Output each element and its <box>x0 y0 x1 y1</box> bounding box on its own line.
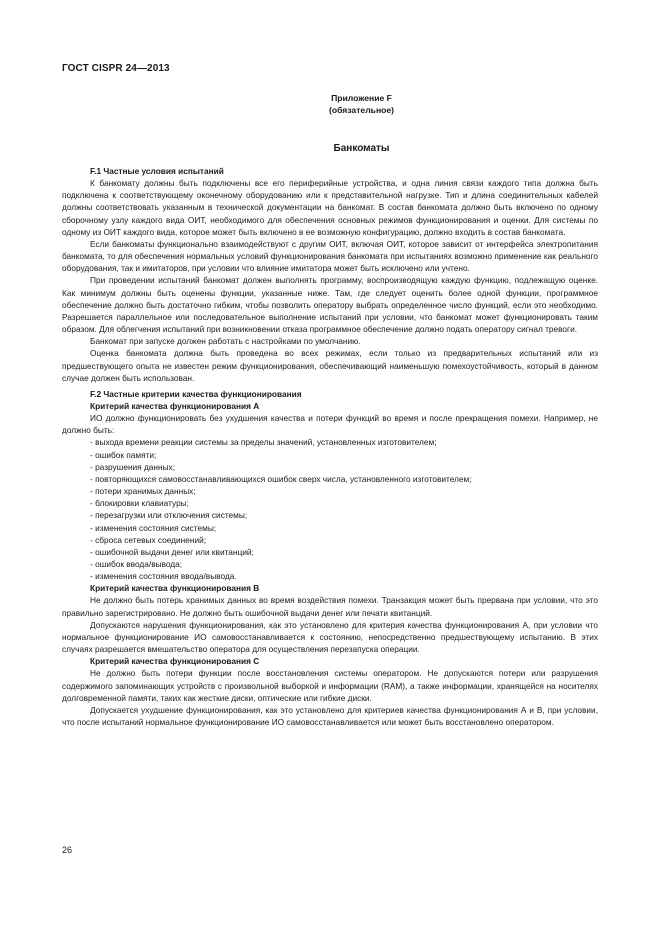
paragraph: Банкомат при запуске должен работать с настройками по умолчанию. <box>90 336 361 347</box>
page-number: 26 <box>62 845 73 855</box>
paragraph: Оценка банкомата должна быть проведена во всех режимах, если только из предварительных испытаний или из предшествующего опыта не известен режим функционирования, обеспечивающий наименьшую помехоустойчивость, который в данном случае должен быть использован. <box>62 348 598 383</box>
list-item: - блокировки клавиатуры; <box>90 498 189 509</box>
list-item: - изменения состояния ввода/вывода. <box>90 571 237 582</box>
section-heading-f1: F.1 Частные условия испытаний <box>90 166 224 176</box>
list-item: - сброса сетевых соединений; <box>90 534 207 545</box>
list-item: - повторяющихся самовосстанавливающихся ошибок сверх числа, установленного изготовителем; <box>90 473 472 484</box>
list-item: - выхода времени реакции системы за пределы значений, установленных изготовителем; <box>90 437 437 448</box>
list-item: - ошибок ввода/вывода; <box>90 559 183 569</box>
annex-header <box>62 92 661 116</box>
criterion-a-heading: Критерий качества функционирования А <box>90 400 260 411</box>
paragraph: Допускаются нарушения функционирования, как это установлено для критерия качества функционирования А, при условии что нормальное функционирование ИО самовосстанавливается к состоянию, непосредственно предшествующему испытанию. В этих случаях разрешается вмешательство оператора для осуществления перезапуска операции. <box>62 619 598 655</box>
annex-title: Банкоматы <box>333 143 390 154</box>
criterion-c-heading: Критерий качества функционирования С <box>90 656 260 667</box>
list-item: - разрушения данных; <box>90 461 175 472</box>
paragraph: ИО должно функционировать без ухудшения качества и потери функций во время и после прекращения помехи. Например, не должно быть: <box>62 413 598 436</box>
criterion-b-heading: Критерий качества функционирования В <box>90 583 260 594</box>
paragraph: Если банкоматы функционально взаимодействуют с другим ОИТ, включая ОИТ, которое зависит от интерфейса электропитания банкомата, то для обеспечения нормальных условий функционирования банкомата при испытаниях возможно применение как реального оборудования, так и имитаторов, при условии что влияние имитатора может быть исключено или учтено. <box>62 238 598 274</box>
annex-status: (обязательное) <box>328 105 395 115</box>
paragraph: К банкомату должны быть подключены все его периферийные устройства, и одна линия связи каждого типа должна быть подключена к соответствующему оконечному оборудованию или к представительной нагрузке. Тип и длина соединительных кабелей должны соответствовать указанным в технической документации на банкомат. В состав банкомата должно быть включено по одному сборочному узлу каждого вида ОИТ, необходимого для обеспечения основных режимов функционирования и оценки. Для системы по одному из ОИТ каждого вида, которое может быть включено в ее возможную конфигурацию, должно входить в состав банкомата. <box>62 178 598 237</box>
section-heading-f2: F.2 Частные критерии качества функционирования <box>90 388 302 399</box>
list-item: - изменения состояния системы; <box>90 522 217 533</box>
annex-label: Приложение F <box>331 93 392 103</box>
document-body <box>62 165 598 728</box>
paragraph: Не должно быть потери функции после восстановления системы оператором. Не допускаются потери или разрушения содержимого запоминающих устройств с произвольной выборкой и информации (RAM), а также информации, хранящейся на носителях долговременной памяти, таких как жесткие диски, оптические или гибкие диски. <box>62 668 598 703</box>
list-item: - перезагрузки или отключения системы; <box>90 510 248 521</box>
list-item: - ошибочной выдачи денег или квитанций; <box>90 546 254 557</box>
document-code: ГОСТ CISPR 24—2013 <box>62 63 170 74</box>
paragraph: Допускается ухудшение функционирования, как это установлено для критериев качества функционирования А и В, при условии, что после испытаний нормальное функционирование ИО самовосстанавливается или может быть восстановлено оператором. <box>62 704 598 728</box>
list-item: - ошибок памяти; <box>90 449 157 460</box>
list-item: - потери хранимых данных; <box>90 486 196 497</box>
paragraph: Не должно быть потерь хранимых данных во время воздействия помехи. Транзакция может быть прервана при условии, что это правильно зарегистрировано. Не должно быть ошибочной выдачи денег или печати квитанций. <box>62 595 598 618</box>
paragraph: При проведении испытаний банкомат должен выполнять программу, воспроизводящую каждую функцию, подлежащую оценке. Как минимум должны быть оценены функции, указанные ниже. Там, где следует оценить более одной функции, программное обеспечение должно быть достаточно гибким, чтобы позволить оператору выбрать определенное число функций, если это необходимо. Разрешается параллельное или последовательное выполнение испытаний при условии, что банкомат может функционировать таким образом. Для облегчения испытаний при возникновении отказа программное обеспечение должно подать оператору сигнал тревоги. <box>62 275 598 335</box>
